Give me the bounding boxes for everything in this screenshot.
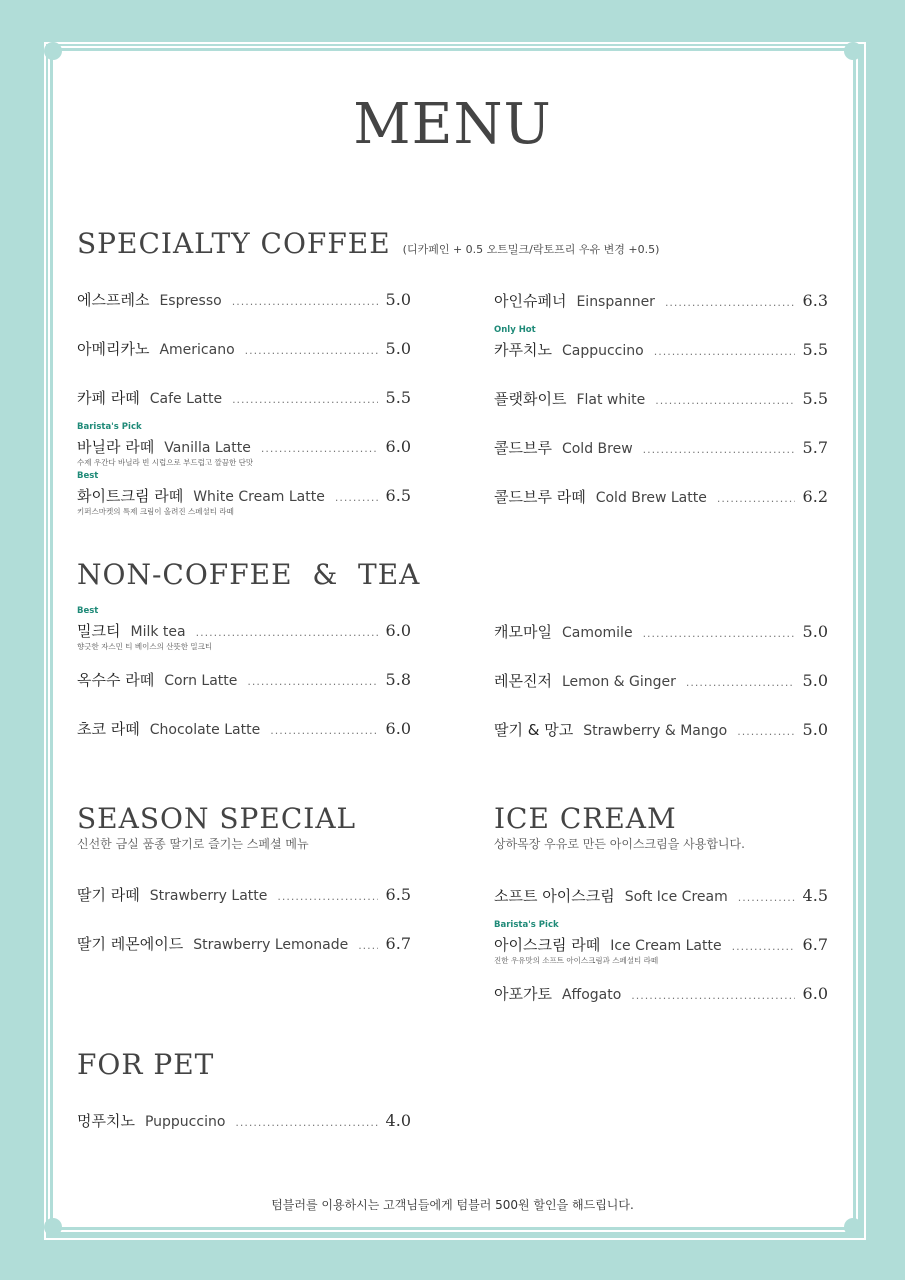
leader-dots — [643, 443, 795, 456]
menu-item-price: 6.5 — [385, 885, 411, 904]
menu-item-price: 5.5 — [802, 389, 828, 408]
leader-dots — [335, 491, 378, 504]
season-column — [77, 884, 411, 982]
leader-dots — [737, 725, 794, 738]
leader-dots — [261, 442, 378, 455]
menu-item-name-ko: 딸기 & 망고 — [494, 721, 574, 739]
pet-column — [77, 1110, 411, 1159]
menu-item-price: 5.8 — [385, 670, 411, 689]
menu-item-name-ko: 딸기 라떼 — [77, 886, 140, 904]
menu-item-description: 진한 우유맛의 소프트 아이스크림과 스페셜티 라떼 — [494, 956, 659, 965]
specialty-left-column — [77, 289, 411, 534]
menu-item-price: 5.7 — [802, 438, 828, 457]
menu-item-name-ko: 바닐라 라떼 — [77, 438, 155, 456]
menu-item-name-en: Chocolate Latte — [149, 722, 261, 738]
menu-item-name-ko: 아메리카노 — [77, 340, 150, 358]
menu-item-name-en: Cold Brew — [561, 441, 633, 457]
menu-item-price: 6.7 — [385, 934, 411, 953]
menu-item-tag: Barista's Pick — [77, 422, 142, 432]
menu-item-description: 키퍼스마켓의 특제 크림이 올려진 스페셜티 라떼 — [77, 507, 234, 516]
menu-item-name-ko: 카푸치노 — [494, 341, 552, 359]
menu-item-name-en: Corn Latte — [164, 673, 238, 689]
menu-item-price: 6.3 — [802, 291, 828, 310]
leader-dots — [232, 393, 377, 406]
menu-item — [77, 1110, 411, 1159]
leader-dots — [631, 989, 794, 1002]
menu-item-name-ko: 딸기 레몬에이드 — [77, 935, 184, 953]
leader-dots — [686, 676, 795, 689]
menu-item-name-en: Soft Ice Cream — [624, 889, 728, 905]
corner-ornament — [844, 42, 862, 60]
leader-dots — [235, 1116, 377, 1129]
menu-item — [494, 983, 828, 1032]
menu-item-price: 6.5 — [385, 486, 411, 505]
menu-item — [494, 437, 828, 486]
menu-item-name-en: Vanilla Latte — [164, 440, 251, 456]
menu-item-tag: Only Hot — [494, 325, 536, 335]
menu-item-price: 6.0 — [385, 437, 411, 456]
menu-item-name-en: Ice Cream Latte — [610, 938, 722, 954]
leader-dots — [738, 891, 795, 904]
menu-item-name-en: Flat white — [576, 392, 646, 408]
menu-item-name-en: Milk tea — [130, 624, 186, 640]
menu-item-name-en: Puppuccino — [144, 1114, 226, 1130]
menu-item-tag: Barista's Pick — [494, 920, 559, 930]
menu-item-name-en: Lemon & Ginger — [561, 674, 676, 690]
leader-dots — [232, 295, 378, 308]
menu-item — [77, 338, 411, 387]
menu-item-name-en: Americano — [159, 342, 235, 358]
leader-dots — [717, 492, 795, 505]
specialty-note: (디카페인 + 0.5 오트밀크/락토프리 우유 변경 +0.5) — [402, 243, 660, 256]
leader-dots — [247, 675, 377, 688]
menu-item — [77, 718, 411, 767]
menu-item-name-ko: 밀크티 — [77, 622, 121, 640]
menu-item-name-en: Espresso — [159, 293, 222, 309]
menu-item-price: 5.5 — [802, 340, 828, 359]
specialty-right-column — [494, 290, 828, 535]
footer-note: 텀블러를 이용하시는 고객님들에게 텀블러 500원 할인을 해드립니다. — [271, 1198, 634, 1212]
section-title-season: SEASON SPECIAL — [77, 802, 357, 835]
menu-item — [494, 388, 828, 437]
menu-item-name-ko: 아포가토 — [494, 985, 552, 1003]
menu-item-price: 6.0 — [802, 984, 828, 1003]
menu-item-price: 6.0 — [385, 719, 411, 738]
menu-item-name-en: Affogato — [561, 987, 622, 1003]
noncoffee-right-column — [494, 621, 828, 768]
menu-item-name-ko: 멍푸치노 — [77, 1112, 135, 1130]
menu-item-price: 5.0 — [802, 622, 828, 641]
menu-title: MENU — [353, 92, 552, 157]
menu-item — [494, 719, 828, 768]
leader-dots — [196, 626, 378, 639]
menu-item-name-en: Strawberry Latte — [149, 888, 268, 904]
menu-item-name-ko: 콜드브루 — [494, 439, 552, 457]
icecream-column — [494, 885, 828, 1032]
corner-ornament — [44, 1218, 62, 1236]
menu-item-name-ko: 콜드브루 라떼 — [494, 488, 586, 506]
menu-item — [77, 669, 411, 718]
menu-item-tag: Best — [77, 471, 99, 481]
menu-item-name-ko: 레몬진저 — [494, 672, 552, 690]
menu-item-name-ko: 옥수수 라떼 — [77, 671, 155, 689]
menu-item — [77, 289, 411, 338]
section-title-noncoffee: NON-COFFEE & TEA — [77, 558, 421, 591]
menu-item — [494, 920, 828, 983]
menu-item-name-en: Cafe Latte — [149, 391, 223, 407]
menu-item — [494, 621, 828, 670]
menu-item-name-en: Camomile — [561, 625, 633, 641]
menu-item — [494, 670, 828, 719]
leader-dots — [655, 394, 794, 407]
leader-dots — [732, 940, 795, 953]
menu-item-price: 6.7 — [802, 935, 828, 954]
menu-item — [494, 290, 828, 339]
menu-item-price: 5.0 — [802, 671, 828, 690]
menu-item-name-ko: 화이트크림 라떼 — [77, 487, 184, 505]
corner-ornament — [844, 1218, 862, 1236]
leader-dots — [277, 890, 377, 903]
menu-item-description: 수제 우간다 바닐라 빈 시럽으로 부드럽고 깔끔한 단맛 — [77, 458, 254, 467]
leader-dots — [654, 345, 795, 358]
menu-item-name-ko: 캐모마일 — [494, 623, 552, 641]
menu-item-name-en: Cappuccino — [561, 343, 644, 359]
menu-item — [494, 325, 828, 388]
menu-item-name-en: Strawberry & Mango — [583, 723, 728, 739]
menu-item-name-en: White Cream Latte — [193, 489, 325, 505]
corner-ornament — [44, 42, 62, 60]
menu-item-price: 5.0 — [802, 720, 828, 739]
noncoffee-left-column — [77, 606, 411, 767]
menu-item-name-ko: 초코 라떼 — [77, 720, 140, 738]
menu-item — [77, 606, 411, 669]
menu-item — [77, 422, 411, 485]
menu-item — [77, 933, 411, 982]
menu-item-price: 4.0 — [385, 1111, 411, 1130]
menu-item-tag: Best — [77, 606, 99, 616]
menu-item-name-en: Strawberry Lemonade — [193, 937, 349, 953]
menu-item-price: 5.0 — [385, 339, 411, 358]
season-subtitle: 신선한 금실 품종 딸기로 즐기는 스페셜 메뉴 — [77, 837, 309, 851]
section-title-pet: FOR PET — [77, 1048, 215, 1081]
menu-item-price: 4.5 — [802, 886, 828, 905]
section-title-icecream: ICE CREAM — [494, 802, 677, 835]
menu-item-name-en: Cold Brew Latte — [595, 490, 707, 506]
menu-item-price: 5.5 — [385, 388, 411, 407]
leader-dots — [270, 724, 377, 737]
menu-item-name-ko: 에스프레소 — [77, 291, 150, 309]
menu-item-description: 향긋한 자스민 티 베이스의 산뜻한 밀크티 — [77, 642, 213, 651]
menu-item-name-ko: 아이스크림 라떼 — [494, 936, 601, 954]
menu-item-name-ko: 아인슈페너 — [494, 292, 567, 310]
icecream-subtitle: 상하목장 우유로 만든 아이스크림을 사용합니다. — [494, 837, 745, 851]
menu-item-price: 6.2 — [802, 487, 828, 506]
menu-item — [77, 471, 411, 534]
menu-item-price: 5.0 — [385, 290, 411, 309]
menu-item-name-en: Einspanner — [576, 294, 655, 310]
leader-dots — [245, 344, 378, 357]
menu-item — [77, 884, 411, 933]
leader-dots — [358, 939, 377, 952]
menu-item — [494, 486, 828, 535]
menu-item-price: 6.0 — [385, 621, 411, 640]
menu-item-name-ko: 소프트 아이스크림 — [494, 887, 615, 905]
menu-item-name-ko: 카페 라떼 — [77, 389, 140, 407]
leader-dots — [665, 296, 795, 309]
section-title-specialty: SPECIALTY COFFEE (디카페인 + 0.5 오트밀크/락토프리 우유 변경 +0.5) — [77, 227, 660, 260]
leader-dots — [643, 627, 795, 640]
menu-item-name-ko: 플랫화이트 — [494, 390, 567, 408]
